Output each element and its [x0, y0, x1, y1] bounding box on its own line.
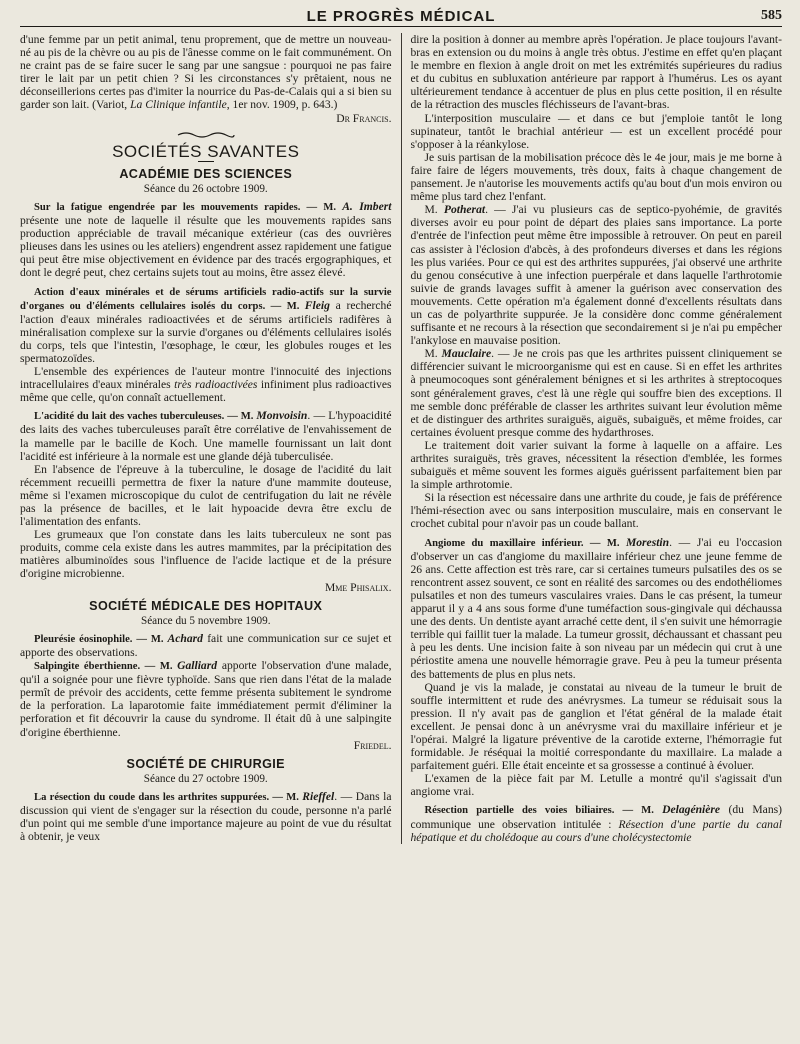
chirurgie-title: SOCIÉTÉ DE CHIRURGIE — [126, 756, 285, 771]
absence-paragraph: En l'absence de l'épreuve à la tuberculine, le dosage de l'acidité du lait récemment recueilli permettra de fixer la nature d'une mammite douteuse, même si l'examen microscopique du culot de centrifugation du lait ne révèle pas la présence de bacilles, et le lait hypoacide devra être exclu de l'alimentation des enfants. — [20, 462, 392, 529]
interposition-paragraph: L'interposition musculaire — et dans ce but j'emploie tantôt le long supinateur, tantôt le brachial antérieur — est un excellent procédé pour s'opposer à la réankylose. — [410, 111, 782, 151]
hopitaux-seance: Séance du 5 novembre 1909. — [140, 614, 271, 627]
potherat-paragraph: M. Potherat. — J'ai vu plusieurs cas de septico-pyohémie, de gravités diverses avoir eu pour point de départ des plaies sans importance. La porte d'entrée de l'infection peut même être impossible à retrouver. On peut en pareil cas assister à l'éclosion d'abcès, à des profondeurs diverses et dans les régions les plus variées. Pour ce qui est des arthrites suppurées, j'ai observé une arthrite du genou consécutive à une infection puerpérale et dans laquelle l'arthrotomie suivie de grands lavages suffit à amener la guérison avec conservation des mouvements. Cette opération m'a également donné d'excellents résultats dans un cas de polyarthrite suppurée. Je la considère donc comme généralement suffisante et ne recours à la résection que secondairement si je n'ai pu empêcher l'ankylose en mauvaise position. — [410, 203, 782, 348]
eaux-minerales-item: Action d'eaux minérales et de sérums artificiels radio-actifs sur la survie d'organes ou d'éléments cellulaires isolés du corps. — M. Fleig a recherché l'action d'eaux minérales radioactivées et de sérums artificiels radifères à minéralisation complexe sur la survie d'organes ou d'éléments cellulaires isolés du corps, tels que l'intestin, l'œsophage, le cœur, les globules rouges et les spermatozoïdes. — [20, 286, 392, 365]
right-column — [402, 33, 783, 844]
quand-paragraph: Quand je vis la malade, je constatai au niveau de la tumeur le bruit de souffle intermittent et rude des anévrysmes. La tumeur se réduisait sous la pression. Il n'y avait pas de ganglion et l'état général de la malade était excellent. Je pensai donc à un anévrysme vrai du maxillaire inférieur et je l'opérai. Malgré la ligature préventive de la carotide externe, l'hémorragie fut formidable. Je réséquai la moitié correspondante du maxillaire. La malade a parfaitement guéri. Elle était enceinte et sa grossesse a continué à évoluer. — [410, 680, 782, 773]
left-column — [20, 33, 402, 844]
ensemble-paragraph: L'ensemble des expériences de l'auteur montre l'innocuité des injections intracellulaires d'eaux minérales très radioactivées infiniment plus radioactives même que celle, qu'on connaît actuellement. — [20, 365, 392, 405]
voies-biliaires-item: Résection partielle des voies biliaires. — M. Delagénière (du Mans) communique une observation intitulée : Résection d'une partie du canal hépatique et du cholédoque au cours d'une cholécystectomie — [410, 803, 782, 844]
resection-coude-item: La résection du coude dans les arthrites suppurées. — M. Rieffel. — Dans la discussion qui vient de s'engager sur la résection du coude, personne n'a parlé d'un point qui me semble d'une importance majeure au point de vue du résultat à obtenir, je veux — [20, 789, 392, 844]
societes-savantes-title: SOCIÉTÉS SAVANTES — [112, 141, 300, 161]
traitement-paragraph: Le traitement doit varier suivant la forme à laquelle on a affaire. Les arthrites suraiguës, très graves, nécessitent la résection d'emblée, les formes subaiguës et même souvent les formes aiguës guérissent parfaitement bien par la simple arthrotomie. — [410, 438, 782, 492]
title-rule — [198, 161, 214, 162]
examen-paragraph: L'examen de la pièce fait par M. Letulle a montré qu'il s'agissait d'un angiome vrai. — [410, 772, 782, 799]
ornament-divider-icon — [176, 131, 236, 139]
journal-title: LE PROGRÈS MÉDICAL — [306, 8, 496, 25]
position-paragraph: dire la position à donner au membre après l'opération. Je place toujours l'avant-bras en extension ou du moins à angle très obtus. J'estime en effet qu'en plaçant le membre en flexion à angle droit on met les extrémités supérieures du radius et du cubitus en subluxation antérieure par rapport à l'humérus. Les os ayant ultérieurement tendance à accentuer de plus en plus cette position, il en résulte de la rétraction des muscles fléchisseurs de l'avant-bras. — [410, 33, 782, 112]
fatigue-item: Sur la fatigue engendrée par les mouvements rapides. — M. A. Imbert présente une note de laquelle il résulte que les mouvements rapides sans production appréciable de travail mécanique extérieur (cas des ouvrières plieuses dans les usines ou les ateliers) engendrent assez rapidement une fatigue qui peut être mise objectivement en évidence par des tracés ergographiques, et dont le degré peut, chez certains sujets tout au moins, être assez élevé. — [20, 199, 392, 280]
two-column-body — [20, 33, 782, 844]
angiome-item: Angiome du maxillaire inférieur. — M. Morestin. — J'ai eu l'occasion d'observer un cas d'angiome du maxillaire inférieur chez une jeune femme de 26 ans. Cette affection est très rare, car si certaines tumeurs pulsatiles des os se rencontrent assez souvent, ce sont en réalité des sarcomes ou des endothéliomes pulsatiles et non des tumeurs vasculaires vraies. Dans le cas présent, la tumeur apparut il y a 4 ans sous forme d'une tuméfaction sous-gingivale qui déchaussa une des dents. Un dentiste ayant arraché cette dent, il s'en suivit une hémorragie terrible qui faillit tuer la malade. La tumeur grossit, déchaussant et chassant peu à peu les dents. Une incision faite à son niveau par un médecin qui crut à une périostite amena une nouvelle hémorragie grave. Peu à peu la tumeur présenta des battements de plus en plus nets. — [410, 535, 782, 681]
mauclaire-paragraph: M. Mauclaire. — Je ne crois pas que les arthrites puissent cliniquement se différencier suivant le microorganisme qui est en cause. Si en effet les arthrites à pneumocoques sont généralement bénignes et si les arthrites à streptocoques sont généralement graves, c'est là une règle qui souffre bien des exceptions. Il me semble donc préférable de classer les arthrites suivant leur évolution même et de distinguer des arthrites suraiguës, aiguës, subaiguës, et même froides, car certaines évoluent presque comme des hydarthroses. — [410, 347, 782, 439]
resection-paragraph: Si la résection est nécessaire dans une arthrite du coude, je fais de préférence l'hémi-résection avec ou sans interposition musculaire, mais en conservant le crochet cubital pour n'avoir pas un coude ballant. — [410, 491, 782, 531]
grumeaux-paragraph: Les grumeaux que l'on constate dans les laits tuberculeux ne sont pas produits, comme cela existe dans les autres mammites, par la précipitation des matières albuminoïdes sous l'influence de l'acide lactique et de la présure d'origine microbienne. — [20, 528, 392, 581]
page-number: 585 — [761, 8, 782, 23]
running-header — [20, 6, 782, 27]
acidite-item: L'acidité du lait des vaches tuberculeuses. — M. Monvoisin. — L'hypoacidité des laits des vaches tuberculeuses paraît être corrélative de l'envahissement de la mamelle par le bacille de Koch. Une mamelle fournissant un lait dont l'acidité est inférieure à la normale est une glande déjà tuberculisée. — [20, 409, 392, 463]
pleuresie-item: Pleurésie éosinophile. — M. Achard fait une communication sur ce sujet et apporte des observations. — [20, 631, 392, 659]
academie-seance: Séance du 26 octobre 1909. — [143, 182, 268, 195]
mobilisation-paragraph: Je suis partisan de la mobilisation précoce dès le 4e jour, mais je me borne à faire faire de légers mouvements, très doux, faits à chaque changement de pansement. Je n'autorise les mouvements actifs qu'au bout d'un mois environ ou même plus tard chez l'enfant. — [410, 150, 782, 204]
hopitaux-title: SOCIÉTÉ MÉDICALE DES HOPITAUX — [89, 598, 323, 613]
academie-signature: Mme Phisalix. — [324, 580, 392, 594]
academie-title: ACADÉMIE DES SCIENCES — [119, 166, 293, 181]
chirurgie-seance: Séance du 27 octobre 1909. — [143, 772, 268, 785]
salpingite-item: Salpingite éberthienne. — M. Galliard apporte l'observation d'une malade, qu'il a soignée pour une fièvre typhoïde. Sans que rien dans l'état de la malade permît de prévoir des accidents, cette femme présenta subitement le syndrome de la perforation. La laparotomie faite immédiatement permit d'éliminer la perforation et fit découvrir la cause du syndrome. Il était dû à une salpingite d'origine éberthienne. — [20, 659, 392, 739]
intro-paragraph: d'une femme par un petit animal, tenu proprement, que de mettre un nouveau-né au pis de la chèvre ou au pis de l'ânesse comme on le fait communément. On ne craint pas de se faire sucer le sang par une sangsue : pourquoi ne pas faire tirer le lait par un petit chien ? Si les circonstances s'y prêtaient, nous ne déconseillerions certes pas d'imiter la nourrice du Pas-de-Calais qui a si bien su garder son lait. (Variot, La Clinique infantile, 1er nov. 1909, p. 643.) — [20, 33, 392, 112]
intro-signature: Dr Francis. — [336, 111, 392, 125]
hopitaux-signature: Friedel. — [353, 738, 392, 752]
